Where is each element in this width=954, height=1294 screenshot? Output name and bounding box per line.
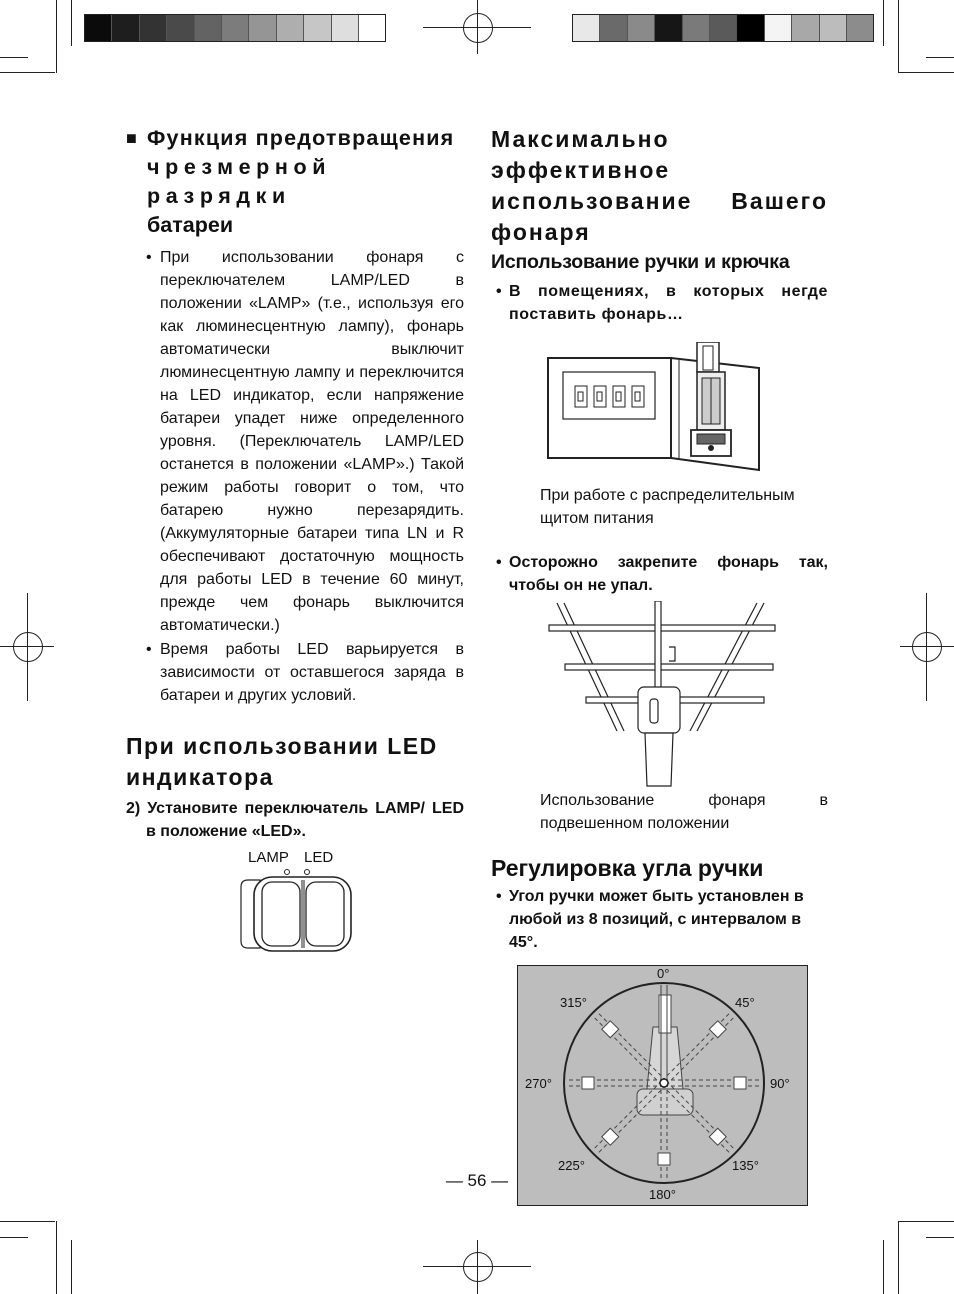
lamp-led-switch-figure (126, 849, 464, 959)
crop-mark (71, 0, 72, 46)
list-item: • В помещениях, в которых негде поставить фонарь… (491, 280, 828, 326)
crop-mark (56, 0, 57, 73)
color-bar-right (572, 14, 874, 42)
crop-mark (0, 1221, 55, 1222)
subheading-handle-hook: Использование ручки и крючка (491, 251, 790, 273)
angle-label-180: 180° (649, 1187, 676, 1202)
crop-mark (899, 72, 954, 73)
color-swatch (628, 15, 655, 41)
crop-mark (898, 0, 899, 73)
figure-caption: При работе с распределительным щитом питания (540, 487, 795, 527)
crop-mark (71, 1240, 72, 1294)
color-swatch (277, 15, 304, 41)
color-swatch (195, 15, 222, 41)
color-swatch (359, 15, 385, 41)
hanging-lamp-figure (547, 601, 777, 791)
angle-label-90: 90° (770, 1076, 790, 1091)
color-swatch (655, 15, 682, 41)
color-swatch (112, 15, 139, 41)
angle-label-315: 315° (560, 995, 587, 1010)
crop-mark (56, 1221, 57, 1294)
color-swatch (600, 15, 627, 41)
color-swatch (683, 15, 710, 41)
crop-mark (0, 1237, 28, 1238)
angle-label-45: 45° (735, 995, 755, 1010)
section-heading-led: При использовании LED индикатора (126, 733, 438, 790)
distribution-panel-figure (547, 342, 772, 472)
color-swatch (249, 15, 276, 41)
switch-drawing (236, 866, 376, 961)
angle-label-270: 270° (525, 1076, 552, 1091)
crop-mark (898, 1221, 899, 1294)
section-heading-handle-angle: Регулировка угла ручки (491, 855, 764, 881)
heading-line: чрезмерной разрядки (147, 155, 332, 208)
list-item: • При использовании фонаря с переключателем LAMP/LED в положении «LAMP» (т.е., используя его как люминесцентную лампу), фонарь автоматически выключит люминесцентную лампу и переключится на LED индикатор, если напряжение батареи упадет ниже определенного уровня. (Переключатель LAMP/LED останется в положении «LAMP».) Такой режим работы говорит о том, что батарею нужно перезарядить. (Аккумуляторные батареи типа LN и R обеспечивают достаточную мощность для работы LED в течение 60 минут, прежде чем фонарь выключится автоматически.) (142, 246, 464, 637)
angle-label-135: 135° (732, 1158, 759, 1173)
registration-circle (463, 13, 493, 43)
color-swatch (737, 15, 764, 41)
section-heading-overdischarge (126, 124, 464, 240)
crop-mark (883, 1240, 884, 1294)
color-swatch (820, 15, 847, 41)
color-swatch (792, 15, 819, 41)
figure-caption: Использование фонаря в подвешенном положении (540, 792, 828, 832)
registration-circle (463, 1252, 493, 1282)
color-swatch (847, 15, 873, 41)
color-swatch (765, 15, 792, 41)
crop-mark (883, 0, 884, 46)
crop-mark (926, 1237, 954, 1238)
registration-circle (13, 632, 43, 662)
hook-icon (734, 1077, 746, 1089)
color-swatch (573, 15, 600, 41)
hook-icon (582, 1077, 594, 1089)
left-column (126, 124, 464, 959)
switch-label-led: LED (304, 849, 334, 866)
list-item: • Осторожно закрепите фонарь так, чтобы он не упал. (491, 551, 828, 597)
registration-circle (912, 632, 942, 662)
crop-mark (926, 57, 954, 58)
color-swatch (140, 15, 167, 41)
crop-mark (0, 72, 55, 73)
crop-mark (0, 57, 28, 58)
color-swatch (304, 15, 331, 41)
switch-label-lamp: LAMP (248, 849, 289, 866)
color-swatch (167, 15, 194, 41)
color-swatch (85, 15, 112, 41)
heading-line: Функция предотвращения (147, 126, 455, 150)
list-item: • Время работы LED варьируется в зависимости от оставшегося заряда в батареи и других условий. (142, 638, 464, 707)
handle-angle-figure (517, 965, 808, 1206)
heading-line: батареи (147, 213, 234, 237)
color-swatch (222, 15, 249, 41)
page-number: — 56 — (445, 1171, 509, 1190)
color-swatch (710, 15, 737, 41)
angle-label-225: 225° (558, 1158, 585, 1173)
color-bar-left (84, 14, 386, 42)
crop-mark (899, 1221, 954, 1222)
step-text: 2) Установите переключатель LAMP/ LED в положение «LED». (126, 800, 464, 840)
angle-label-0: 0° (657, 966, 670, 981)
color-swatch (332, 15, 359, 41)
section-heading-effective-use: Максимально эффективное использование Вашего фонаря (491, 126, 828, 245)
hook-icon (658, 1153, 670, 1165)
list-item: • Угол ручки может быть установлен в любой из 8 позиций, с интервалом в 45°. (491, 885, 828, 954)
right-column (491, 124, 828, 1206)
square-marker: ■ (126, 128, 137, 148)
